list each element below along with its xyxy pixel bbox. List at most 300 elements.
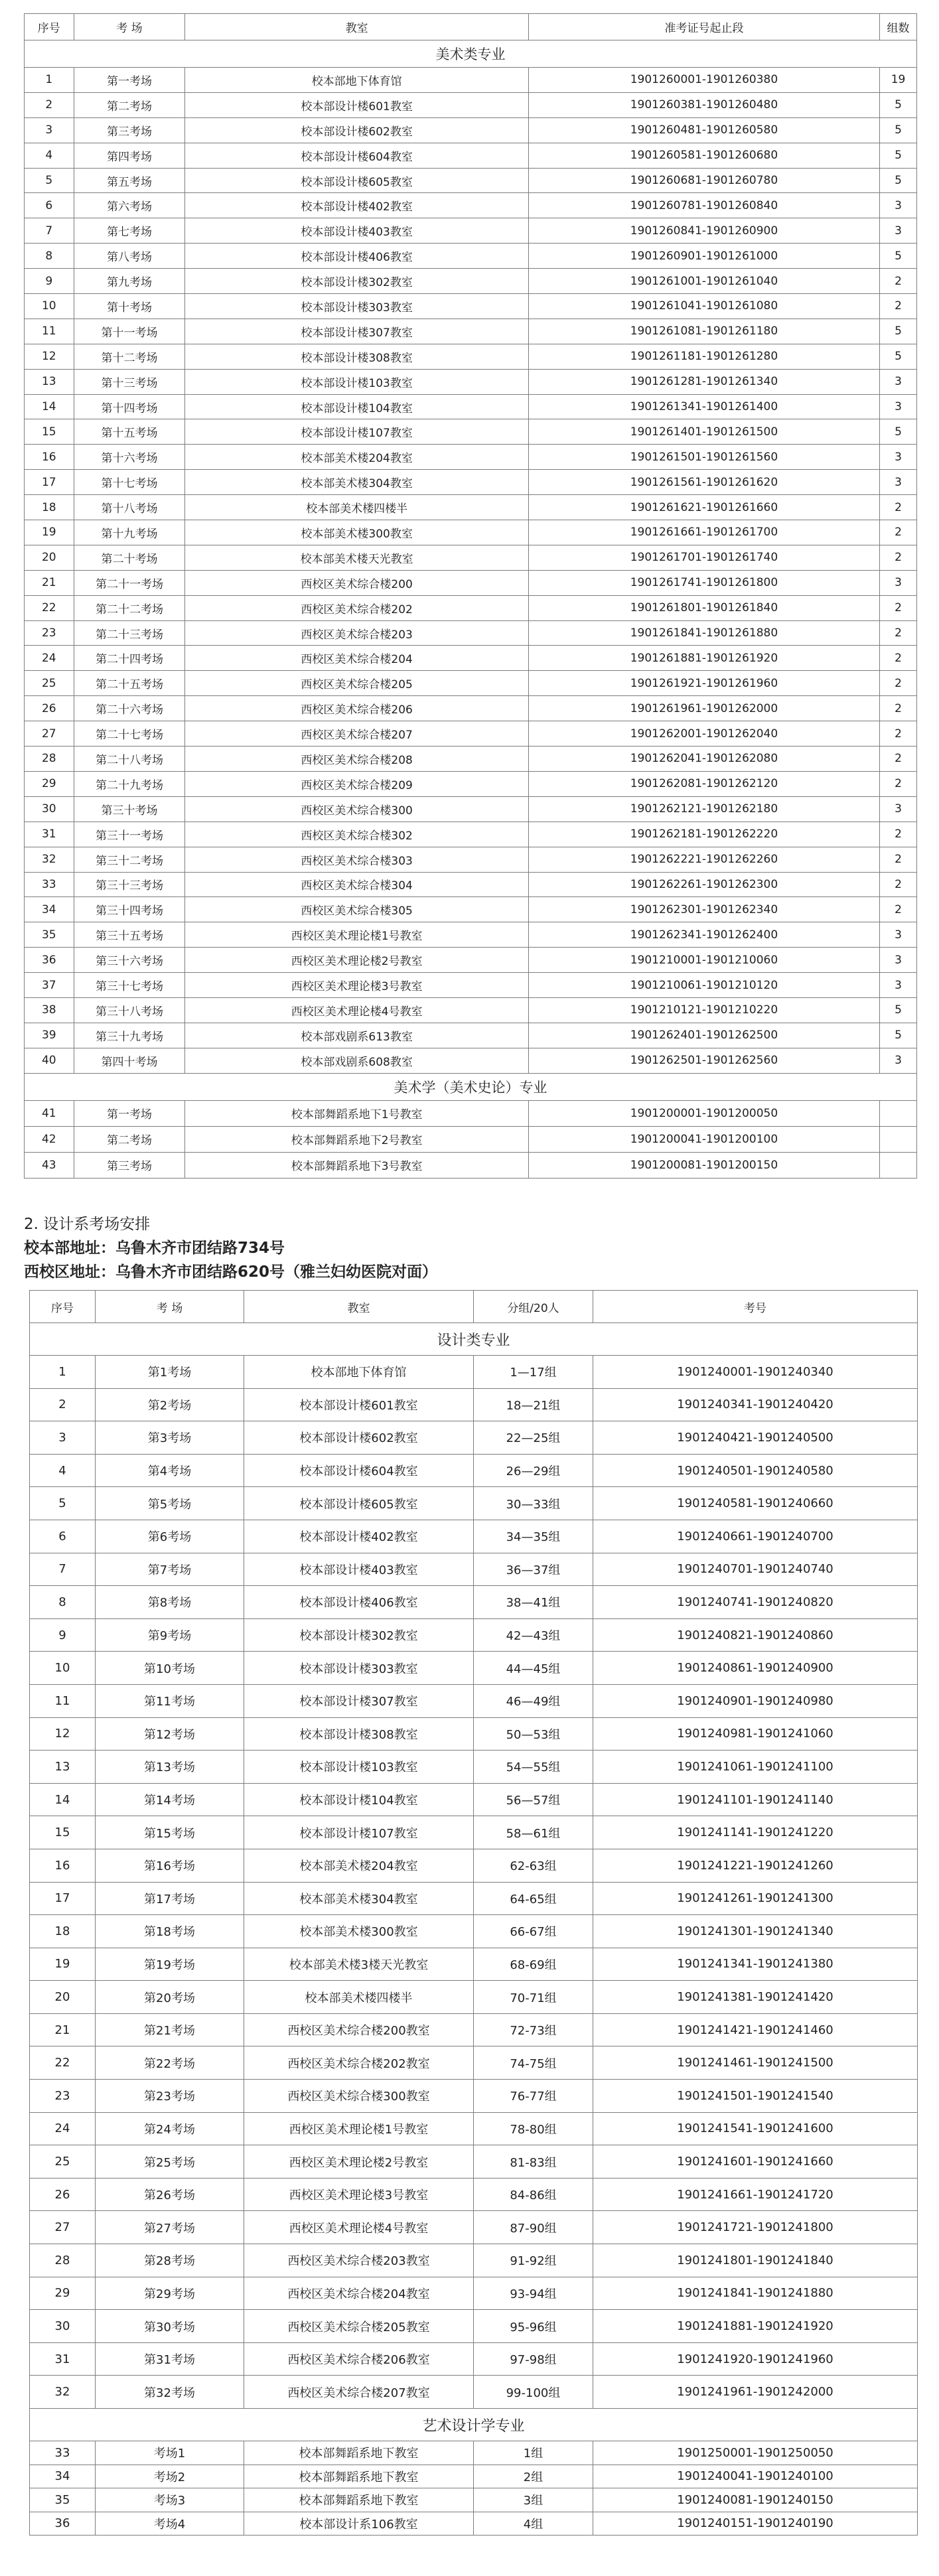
cell-grouping: 30—33组 (474, 1487, 593, 1520)
cell-exam-room: 第一考场 (74, 1100, 185, 1126)
cell-exam-number: 1901241501-1901241540 (593, 2080, 918, 2113)
table-row (30, 1717, 918, 1751)
cell-exam-number: 1901240701-1901240740 (593, 1553, 918, 1586)
cell-grouping: 44—45组 (474, 1652, 593, 1685)
cell-classroom: 校本部舞蹈系地下1号教室 (185, 1100, 528, 1126)
cell-ticket-range: 1901262501-1901262560 (528, 1048, 879, 1073)
table-row (25, 117, 917, 143)
cell-ticket-range: 1901200001-1901200050 (528, 1100, 879, 1126)
cell-classroom: 西校区美术综合楼303 (185, 847, 528, 872)
cell-classroom: 校本部设计楼303教室 (185, 294, 528, 319)
cell-group-count: 2 (880, 520, 917, 545)
cell-ticket-range: 1901262401-1901262500 (528, 1023, 879, 1048)
header-group-count: 组数 (880, 14, 917, 40)
cell-exam-room: 第18考场 (96, 1915, 244, 1948)
cell-grouping: 62-63组 (474, 1849, 593, 1882)
cell-classroom: 校本部美术楼四楼半 (244, 1981, 474, 2014)
cell-exam-number: 1901241601-1901241660 (593, 2145, 918, 2179)
cell-ticket-range: 1901260901-1901261000 (528, 244, 879, 269)
cell-index: 12 (30, 1717, 96, 1751)
table-row (30, 1751, 918, 1784)
table-row (30, 1882, 918, 1915)
cell-exam-room: 第29考场 (96, 2277, 244, 2310)
cell-classroom: 西校区美术理论楼3号教室 (244, 2178, 474, 2211)
cell-group-count: 2 (880, 646, 917, 671)
table-row (25, 394, 917, 419)
cell-index: 16 (30, 1849, 96, 1882)
cell-group-count: 5 (880, 244, 917, 269)
table-row (25, 269, 917, 294)
cell-grouping: 84-86组 (474, 2178, 593, 2211)
cell-classroom: 校本部地下体育馆 (185, 68, 528, 93)
cell-group-count: 5 (880, 319, 917, 344)
cell-index: 34 (30, 2465, 96, 2488)
cell-classroom: 校本部地下体育馆 (244, 1356, 474, 1389)
cell-index: 40 (25, 1048, 74, 1073)
cell-group-count (880, 1126, 917, 1152)
cell-classroom: 校本部设计楼307教室 (244, 1684, 474, 1717)
table-row (30, 1915, 918, 1948)
cell-classroom: 西校区美术综合楼204 (185, 646, 528, 671)
cell-grouping: 93-94组 (474, 2277, 593, 2310)
cell-group-count: 2 (880, 671, 917, 696)
cell-index: 38 (25, 997, 74, 1023)
table-row (25, 948, 917, 973)
cell-classroom: 西校区美术综合楼205教室 (244, 2310, 474, 2343)
cell-ticket-range: 1901261281-1901261340 (528, 369, 879, 394)
cell-exam-room: 第25考场 (96, 2145, 244, 2179)
cell-index: 41 (25, 1100, 74, 1126)
cell-exam-room: 第三十考场 (74, 796, 185, 822)
cell-index: 18 (25, 495, 74, 520)
table-row (25, 143, 917, 168)
table-row (30, 2465, 918, 2488)
cell-exam-number: 1901241381-1901241420 (593, 1981, 918, 2014)
cell-index: 6 (30, 1520, 96, 1553)
table-row (30, 1652, 918, 1685)
cell-classroom: 西校区美术综合楼207 (185, 721, 528, 747)
cell-index: 8 (30, 1586, 96, 1619)
cell-ticket-range: 1901260381-1901260480 (528, 92, 879, 117)
cell-exam-room: 第十九考场 (74, 520, 185, 545)
cell-grouping: 2组 (474, 2465, 593, 2488)
section-title-row (30, 2409, 918, 2441)
cell-exam-room: 第20考场 (96, 1981, 244, 2014)
cell-ticket-range: 1901262181-1901262220 (528, 822, 879, 847)
table-row (30, 1586, 918, 1619)
table-row (25, 570, 917, 595)
cell-ticket-range: 1901261181-1901261280 (528, 344, 879, 369)
table-row (30, 2145, 918, 2179)
cell-grouping: 1组 (474, 2441, 593, 2465)
cell-ticket-range: 1901262041-1901262080 (528, 747, 879, 772)
cell-exam-room: 第1考场 (96, 1356, 244, 1389)
cell-exam-room: 第十七考场 (74, 470, 185, 495)
section-title-row (25, 40, 917, 68)
table-row (30, 1618, 918, 1652)
cell-grouping: 22—25组 (474, 1421, 593, 1455)
cell-classroom: 校本部美术楼204教室 (185, 445, 528, 470)
cell-index: 21 (25, 570, 74, 595)
cell-index: 36 (30, 2512, 96, 2536)
cell-exam-number: 1901240001-1901240340 (593, 1356, 918, 1389)
cell-exam-room: 第32考场 (96, 2376, 244, 2409)
header-ticket-range: 准考证号起止段 (528, 14, 879, 40)
cell-exam-room: 第二考场 (74, 92, 185, 117)
table-row (25, 244, 917, 269)
cell-grouping: 42—43组 (474, 1618, 593, 1652)
cell-index: 9 (30, 1618, 96, 1652)
cell-exam-room: 第27考场 (96, 2211, 244, 2244)
cell-classroom: 校本部设计楼406教室 (244, 1586, 474, 1619)
cell-index: 11 (30, 1684, 96, 1717)
cell-ticket-range: 1901261801-1901261840 (528, 595, 879, 620)
header-exam-room: 考 场 (96, 1291, 244, 1323)
cell-group-count: 2 (880, 620, 917, 646)
cell-grouping: 78-80组 (474, 2112, 593, 2145)
cell-classroom: 校本部美术楼304教室 (185, 470, 528, 495)
cell-classroom: 校本部设计楼302教室 (244, 1618, 474, 1652)
cell-ticket-range: 1901260481-1901260580 (528, 117, 879, 143)
cell-exam-room: 考场3 (96, 2488, 244, 2512)
table-row (30, 2488, 918, 2512)
cell-group-count: 3 (880, 570, 917, 595)
cell-exam-number: 1901241061-1901241100 (593, 1751, 918, 1784)
cell-group-count: 2 (880, 747, 917, 772)
cell-classroom: 校本部设计楼605教室 (185, 168, 528, 193)
cell-group-count: 2 (880, 269, 917, 294)
table-row (30, 1454, 918, 1487)
cell-classroom: 校本部美术楼四楼半 (185, 495, 528, 520)
cell-group-count: 3 (880, 948, 917, 973)
cell-exam-room: 第五考场 (74, 168, 185, 193)
cell-ticket-range: 1901261841-1901261880 (528, 620, 879, 646)
cell-classroom: 西校区美术理论楼3号教室 (185, 973, 528, 998)
table-row (30, 2046, 918, 2080)
cell-exam-number: 1901240861-1901240900 (593, 1652, 918, 1685)
cell-index: 19 (30, 1948, 96, 1981)
cell-exam-number: 1901240151-1901240190 (593, 2512, 918, 2536)
table-row (25, 847, 917, 872)
cell-classroom: 校本部设计楼302教室 (185, 269, 528, 294)
cell-group-count: 2 (880, 771, 917, 796)
cell-index: 23 (30, 2080, 96, 2113)
table-row (30, 2512, 918, 2536)
cell-classroom: 校本部戏剧系608教室 (185, 1048, 528, 1073)
cell-exam-room: 第30考场 (96, 2310, 244, 2343)
cell-ticket-range: 1901261961-1901262000 (528, 696, 879, 721)
cell-ticket-range: 1901260581-1901260680 (528, 143, 879, 168)
cell-exam-room: 第22考场 (96, 2046, 244, 2080)
cell-index: 34 (25, 897, 74, 922)
cell-classroom: 西校区美术综合楼209 (185, 771, 528, 796)
cell-exam-number: 1901241661-1901241720 (593, 2178, 918, 2211)
cell-exam-room: 第13考场 (96, 1751, 244, 1784)
cell-index: 25 (25, 671, 74, 696)
cell-classroom: 校本部舞蹈系地下教室 (244, 2441, 474, 2465)
cell-index: 32 (25, 847, 74, 872)
table-row (25, 218, 917, 244)
cell-exam-number: 1901241461-1901241500 (593, 2046, 918, 2080)
cell-index: 22 (25, 595, 74, 620)
cell-group-count: 5 (880, 92, 917, 117)
header-exam-number: 考号 (593, 1291, 918, 1323)
cell-grouping: 56—57组 (474, 1783, 593, 1816)
cell-classroom: 校本部设计楼107教室 (185, 419, 528, 445)
cell-grouping: 91-92组 (474, 2244, 593, 2277)
cell-exam-room: 第四考场 (74, 143, 185, 168)
cell-classroom: 校本部舞蹈系地下2号教室 (185, 1126, 528, 1152)
cell-index: 6 (25, 193, 74, 218)
cell-index: 10 (30, 1652, 96, 1685)
cell-classroom: 西校区美术综合楼203教室 (244, 2244, 474, 2277)
cell-classroom: 校本部设计楼103教室 (244, 1751, 474, 1784)
cell-ticket-range: 1901210061-1901210120 (528, 973, 879, 998)
cell-grouping: 99-100组 (474, 2376, 593, 2409)
cell-classroom: 西校区美术综合楼200 (185, 570, 528, 595)
cell-group-count (880, 1100, 917, 1126)
cell-group-count: 5 (880, 168, 917, 193)
cell-group-count: 2 (880, 595, 917, 620)
cell-group-count: 3 (880, 193, 917, 218)
section-title-row (30, 1323, 918, 1356)
cell-exam-room: 第三十三考场 (74, 872, 185, 897)
cell-index: 14 (30, 1783, 96, 1816)
table-row (25, 922, 917, 948)
table-row (30, 1487, 918, 1520)
cell-exam-number: 1901241101-1901241140 (593, 1783, 918, 1816)
table-row (30, 2080, 918, 2113)
table-row (25, 897, 917, 922)
table-row (25, 771, 917, 796)
table-row (25, 419, 917, 445)
cell-index: 11 (25, 319, 74, 344)
section-title: 艺术设计学专业 (30, 2409, 918, 2441)
table-row (25, 545, 917, 570)
cell-index: 7 (30, 1553, 96, 1586)
cell-exam-room: 第十考场 (74, 294, 185, 319)
cell-index: 42 (25, 1126, 74, 1152)
cell-group-count: 3 (880, 922, 917, 948)
table-row (25, 344, 917, 369)
cell-classroom: 西校区美术理论楼4号教室 (185, 997, 528, 1023)
cell-group-count: 2 (880, 897, 917, 922)
cell-exam-room: 第三十四考场 (74, 897, 185, 922)
table-row (25, 520, 917, 545)
cell-exam-room: 第八考场 (74, 244, 185, 269)
cell-exam-number: 1901240581-1901240660 (593, 1487, 918, 1520)
header-index: 序号 (30, 1291, 96, 1323)
table-row (25, 1152, 917, 1178)
cell-exam-room: 第10考场 (96, 1652, 244, 1685)
cell-ticket-range: 1901261341-1901261400 (528, 394, 879, 419)
cell-exam-number: 1901241341-1901241380 (593, 1948, 918, 1981)
cell-group-count (880, 1152, 917, 1178)
cell-group-count: 2 (880, 545, 917, 570)
cell-grouping: 74-75组 (474, 2046, 593, 2080)
cell-ticket-range: 1901261921-1901261960 (528, 671, 879, 696)
cell-exam-room: 第6考场 (96, 1520, 244, 1553)
cell-exam-room: 第三十二考场 (74, 847, 185, 872)
cell-grouping: 87-90组 (474, 2211, 593, 2244)
cell-index: 4 (25, 143, 74, 168)
cell-group-count: 2 (880, 721, 917, 747)
cell-exam-number: 1901241801-1901241840 (593, 2244, 918, 2277)
cell-classroom: 校本部美术楼300教室 (244, 1915, 474, 1948)
cell-group-count: 2 (880, 495, 917, 520)
cell-index: 18 (30, 1915, 96, 1948)
cell-ticket-range: 1901262341-1901262400 (528, 922, 879, 948)
cell-classroom: 校本部戏剧系613教室 (185, 1023, 528, 1048)
cell-exam-room: 第二十考场 (74, 545, 185, 570)
cell-index: 27 (30, 2211, 96, 2244)
cell-ticket-range: 1901261621-1901261660 (528, 495, 879, 520)
cell-grouping: 38—41组 (474, 1586, 593, 1619)
cell-grouping: 81-83组 (474, 2145, 593, 2179)
cell-group-count: 5 (880, 117, 917, 143)
cell-ticket-range: 1901262261-1901262300 (528, 872, 879, 897)
cell-exam-room: 第11考场 (96, 1684, 244, 1717)
cell-exam-room: 第二十八考场 (74, 747, 185, 772)
cell-group-count: 5 (880, 143, 917, 168)
cell-classroom: 校本部舞蹈系地下3号教室 (185, 1152, 528, 1178)
section-title: 美术学（美术史论）专业 (25, 1073, 917, 1100)
cell-exam-number: 1901240421-1901240500 (593, 1421, 918, 1455)
cell-group-count: 19 (880, 68, 917, 93)
table-row (25, 319, 917, 344)
cell-index: 8 (25, 244, 74, 269)
cell-classroom: 西校区美术综合楼202 (185, 595, 528, 620)
cell-exam-room: 第一考场 (74, 68, 185, 93)
cell-classroom: 校本部设计楼308教室 (185, 344, 528, 369)
cell-ticket-range: 1901262001-1901262040 (528, 721, 879, 747)
design-section-heading: 2. 设计系考场安排 (24, 1216, 151, 1233)
cell-group-count: 3 (880, 1048, 917, 1073)
cell-classroom: 校本部设计楼604教室 (185, 143, 528, 168)
cell-exam-room: 第19考场 (96, 1948, 244, 1981)
cell-exam-number: 1901240981-1901241060 (593, 1717, 918, 1751)
table-row (30, 2211, 918, 2244)
cell-grouping: 68-69组 (474, 1948, 593, 1981)
cell-index: 24 (25, 646, 74, 671)
cell-classroom: 西校区美术综合楼304 (185, 872, 528, 897)
cell-classroom: 西校区美术综合楼202教室 (244, 2046, 474, 2080)
cell-group-count: 3 (880, 369, 917, 394)
section-title-row (25, 1073, 917, 1100)
cell-ticket-range: 1901200041-1901200100 (528, 1126, 879, 1152)
cell-group-count: 5 (880, 344, 917, 369)
table-row (25, 646, 917, 671)
cell-classroom: 校本部设计楼103教室 (185, 369, 528, 394)
cell-index: 21 (30, 2013, 96, 2046)
cell-grouping: 70-71组 (474, 1981, 593, 2014)
cell-exam-number: 1901241721-1901241800 (593, 2211, 918, 2244)
cell-exam-room: 第四十考场 (74, 1048, 185, 1073)
table-row (25, 872, 917, 897)
cell-group-count: 3 (880, 394, 917, 419)
cell-index: 29 (30, 2277, 96, 2310)
cell-classroom: 西校区美术理论楼1号教室 (185, 922, 528, 948)
cell-index: 20 (25, 545, 74, 570)
cell-exam-room: 第28考场 (96, 2244, 244, 2277)
table-row (30, 1783, 918, 1816)
table-row (30, 1816, 918, 1849)
table-row (25, 973, 917, 998)
cell-classroom: 校本部设计楼107教室 (244, 1816, 474, 1849)
cell-exam-room: 第21考场 (96, 2013, 244, 2046)
cell-classroom: 西校区美术综合楼302 (185, 822, 528, 847)
cell-exam-number: 1901241261-1901241300 (593, 1882, 918, 1915)
cell-exam-room: 第六考场 (74, 193, 185, 218)
table-row (30, 1421, 918, 1455)
cell-index: 26 (25, 696, 74, 721)
cell-classroom: 校本部设计楼104教室 (244, 1783, 474, 1816)
cell-group-count: 3 (880, 973, 917, 998)
cell-index: 16 (25, 445, 74, 470)
cell-index: 10 (25, 294, 74, 319)
cell-exam-room: 第4考场 (96, 1454, 244, 1487)
cell-classroom: 校本部设计楼402教室 (244, 1520, 474, 1553)
cell-exam-room: 第三十八考场 (74, 997, 185, 1023)
cell-exam-number: 1901240501-1901240580 (593, 1454, 918, 1487)
table-row (25, 168, 917, 193)
cell-group-count: 3 (880, 796, 917, 822)
cell-exam-room: 第二十一考场 (74, 570, 185, 595)
cell-exam-room: 第3考场 (96, 1421, 244, 1455)
cell-exam-room: 考场1 (96, 2441, 244, 2465)
cell-ticket-range: 1901210001-1901210060 (528, 948, 879, 973)
cell-grouping: 54—55组 (474, 1751, 593, 1784)
cell-index: 2 (25, 92, 74, 117)
cell-index: 31 (30, 2342, 96, 2376)
cell-classroom: 校本部美术楼300教室 (185, 520, 528, 545)
header-index: 序号 (25, 14, 74, 40)
header-exam-room: 考 场 (74, 14, 185, 40)
cell-exam-room: 第三考场 (74, 1152, 185, 1178)
cell-exam-number: 1901241920-1901241960 (593, 2342, 918, 2376)
cell-index: 24 (30, 2112, 96, 2145)
cell-index: 17 (25, 470, 74, 495)
cell-grouping: 50—53组 (474, 1717, 593, 1751)
cell-ticket-range: 1901210121-1901210220 (528, 997, 879, 1023)
table-row (25, 445, 917, 470)
cell-index: 3 (25, 117, 74, 143)
cell-group-count: 2 (880, 294, 917, 319)
cell-classroom: 校本部设计楼602教室 (185, 117, 528, 143)
table-row (30, 1981, 918, 2014)
cell-ticket-range: 1901261701-1901261740 (528, 545, 879, 570)
cell-ticket-range: 1901262121-1901262180 (528, 796, 879, 822)
cell-grouping: 64-65组 (474, 1882, 593, 1915)
cell-classroom: 校本部设计楼303教室 (244, 1652, 474, 1685)
cell-ticket-range: 1901261501-1901261560 (528, 445, 879, 470)
table-row (25, 822, 917, 847)
cell-grouping: 4组 (474, 2512, 593, 2536)
cell-index: 39 (25, 1023, 74, 1048)
cell-index: 14 (25, 394, 74, 419)
cell-classroom: 西校区美术综合楼205 (185, 671, 528, 696)
cell-classroom: 校本部设计楼601教室 (185, 92, 528, 117)
cell-index: 12 (25, 344, 74, 369)
cell-index: 20 (30, 1981, 96, 2014)
cell-grouping: 58—61组 (474, 1816, 593, 1849)
cell-exam-room: 第26考场 (96, 2178, 244, 2211)
table-header-row (30, 1291, 918, 1323)
cell-classroom: 西校区美术综合楼206教室 (244, 2342, 474, 2376)
cell-ticket-range: 1901262301-1901262340 (528, 897, 879, 922)
cell-index: 29 (25, 771, 74, 796)
cell-grouping: 66-67组 (474, 1915, 593, 1948)
